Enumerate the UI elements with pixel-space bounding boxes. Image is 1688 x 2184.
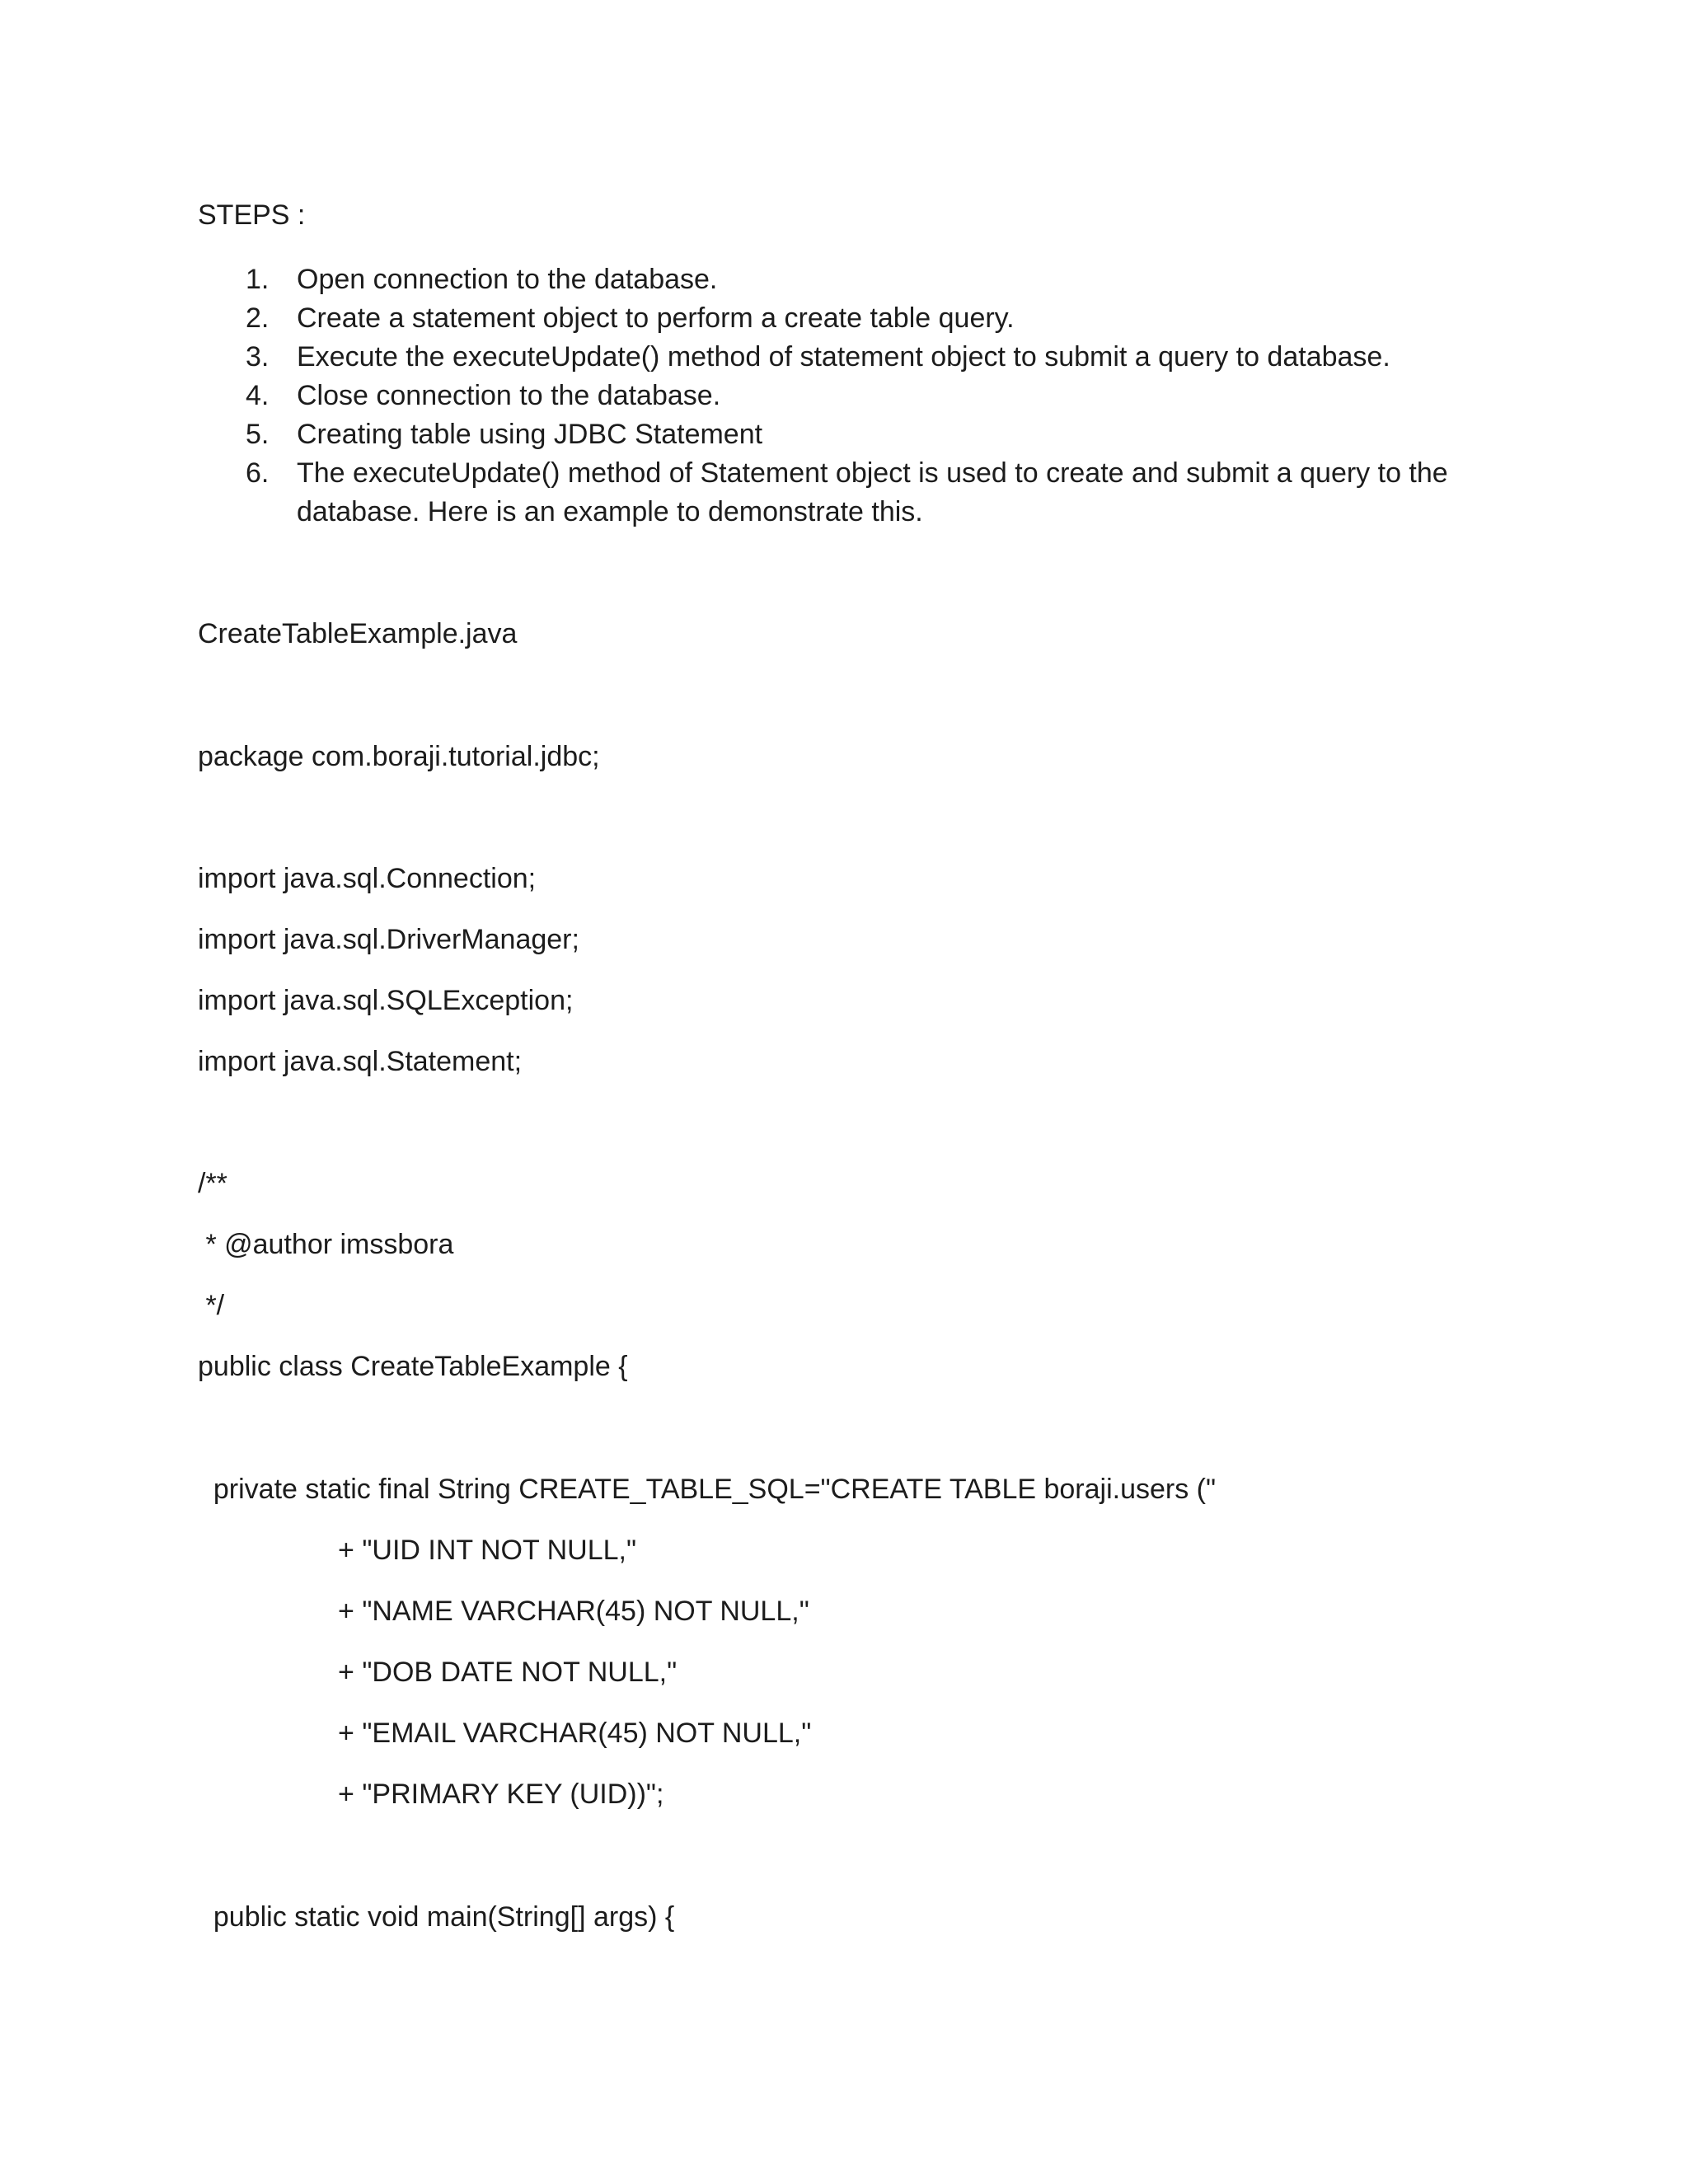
step-number: 4. bbox=[246, 380, 270, 411]
step-item bbox=[198, 338, 1484, 377]
step-item bbox=[198, 377, 1484, 415]
step-number: 2. bbox=[246, 302, 270, 334]
step-text: Open connection to the database. bbox=[297, 264, 718, 295]
code-line-comment: * @author imssbora bbox=[198, 1229, 454, 1260]
code-line-import: import java.sql.DriverManager; bbox=[198, 924, 579, 955]
code-line-sql-column: + "EMAIL VARCHAR(45) NOT NULL," bbox=[198, 1718, 812, 1749]
steps-list bbox=[198, 260, 1484, 532]
code-line-import: import java.sql.SQLException; bbox=[198, 985, 574, 1016]
step-number: 3. bbox=[246, 341, 270, 373]
step-item bbox=[198, 260, 1484, 299]
code-line-main-method: public static void main(String[] args) { bbox=[198, 1901, 675, 1933]
step-number: 6. bbox=[246, 457, 270, 489]
step-number: 1. bbox=[246, 264, 270, 295]
code-line-sql-primary-key: + "PRIMARY KEY (UID))"; bbox=[198, 1779, 664, 1810]
step-number: 5. bbox=[246, 419, 270, 450]
step-item bbox=[198, 415, 1484, 454]
step-text: Close connection to the database. bbox=[297, 380, 721, 411]
steps-heading: STEPS : bbox=[198, 199, 306, 231]
code-line-package: package com.boraji.tutorial.jdbc; bbox=[198, 741, 600, 772]
file-name: CreateTableExample.java bbox=[198, 618, 518, 649]
step-item bbox=[198, 454, 1484, 532]
code-line-sql-column: + "DOB DATE NOT NULL," bbox=[198, 1657, 678, 1688]
step-text: Create a statement object to perform a create table query. bbox=[297, 302, 1015, 334]
code-line-comment: */ bbox=[198, 1290, 225, 1321]
code-line-sql-column: + "NAME VARCHAR(45) NOT NULL," bbox=[198, 1596, 809, 1627]
code-line-class-declaration: public class CreateTableExample { bbox=[198, 1351, 628, 1382]
code-line-field-declaration: private static final String CREATE_TABLE_SQL="CREATE TABLE boraji.users (" bbox=[198, 1474, 1217, 1505]
step-text: The executeUpdate() method of Statement object is used to create and submit a query to the database. Here is an example to demonstrate this. bbox=[297, 457, 1448, 527]
code-line-import: import java.sql.Connection; bbox=[198, 863, 537, 894]
code-line-import: import java.sql.Statement; bbox=[198, 1046, 523, 1077]
step-item bbox=[198, 299, 1484, 338]
step-text: Execute the executeUpdate() method of statement object to submit a query to database. bbox=[297, 341, 1390, 373]
code-line-sql-column: + "UID INT NOT NULL," bbox=[198, 1535, 637, 1566]
step-text: Creating table using JDBC Statement bbox=[297, 419, 763, 450]
code-line-comment: /** bbox=[198, 1168, 227, 1199]
